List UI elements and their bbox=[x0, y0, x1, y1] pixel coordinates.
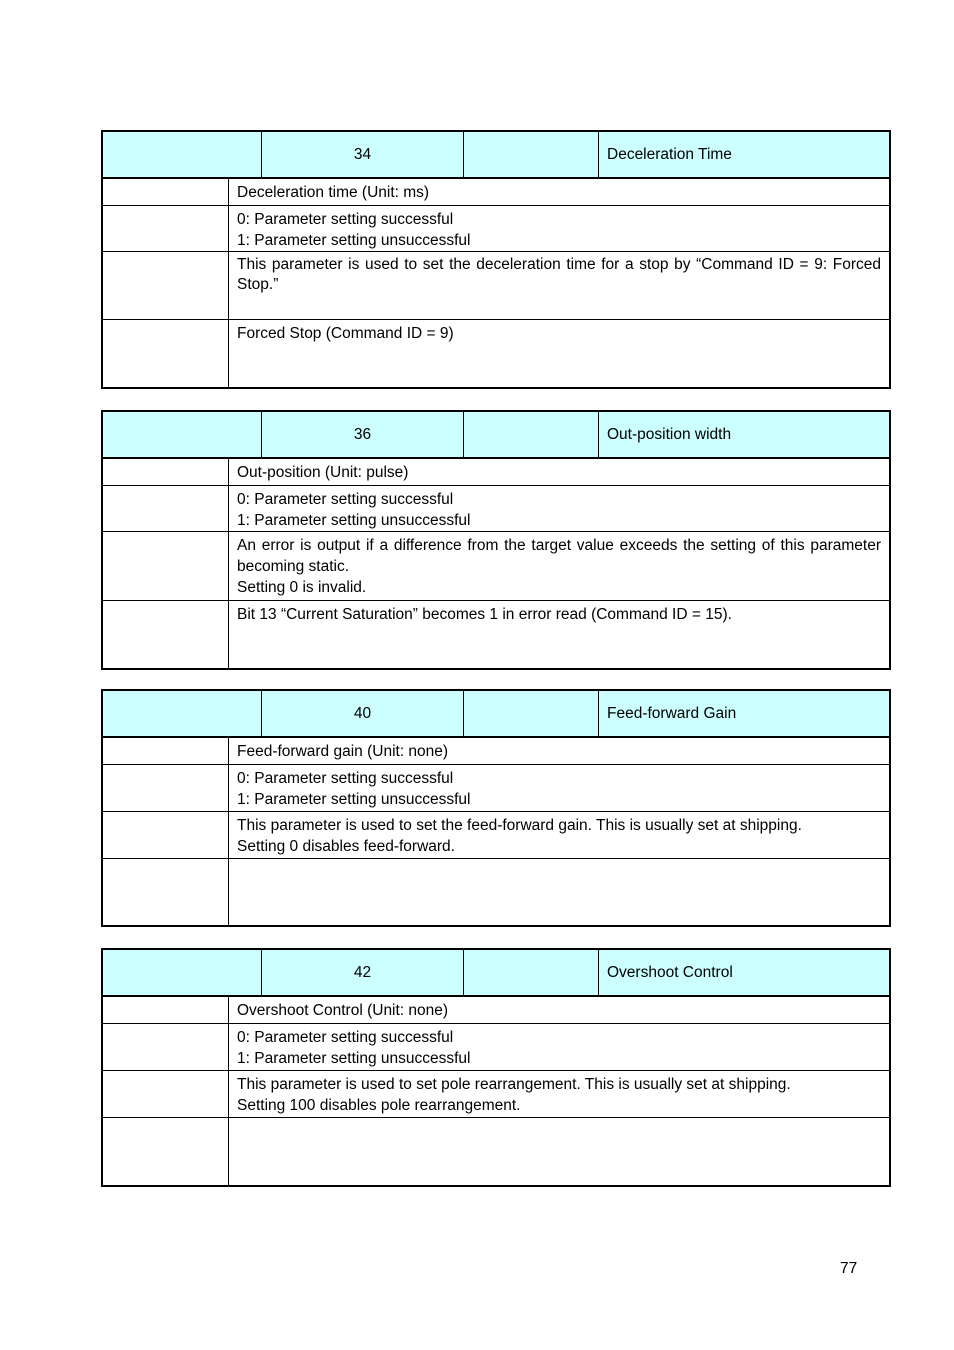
response-line: 0: Parameter setting successful bbox=[237, 770, 454, 787]
header-label-cell bbox=[464, 691, 599, 736]
table-header bbox=[103, 691, 889, 738]
response-row bbox=[103, 206, 889, 252]
response-line: 1: Parameter setting unsuccessful bbox=[237, 512, 471, 529]
range-text: Out-position (Unit: pulse) bbox=[237, 464, 409, 481]
range-row bbox=[103, 179, 889, 206]
parameter-name: Out-position width bbox=[607, 425, 732, 443]
table-header bbox=[103, 412, 889, 459]
related-text: Forced Stop (Command ID = 9) bbox=[237, 325, 454, 342]
range-row bbox=[103, 997, 889, 1024]
range-text: Deceleration time (Unit: ms) bbox=[237, 184, 430, 201]
parameter-table-34 bbox=[101, 130, 891, 389]
description-line: Setting 0 disables feed-forward. bbox=[237, 838, 455, 855]
header-label-cell bbox=[464, 132, 599, 177]
parameter-number: 42 bbox=[262, 950, 464, 995]
response-row bbox=[103, 1024, 889, 1071]
parameter-name: Feed-forward Gain bbox=[607, 704, 737, 722]
response-row bbox=[103, 765, 889, 812]
description-row bbox=[103, 532, 889, 601]
description-row bbox=[103, 252, 889, 320]
response-line: 1: Parameter setting unsuccessful bbox=[237, 791, 471, 808]
header-label-cell bbox=[103, 691, 262, 736]
parameter-table-42 bbox=[101, 948, 891, 1187]
response-line: 1: Parameter setting unsuccessful bbox=[237, 1050, 471, 1067]
description-line: This parameter is used to set pole rearrangement. This is usually set at shipping. bbox=[237, 1076, 791, 1093]
header-label-cell bbox=[103, 950, 262, 995]
header-label-cell bbox=[103, 412, 262, 457]
response-line: 0: Parameter setting successful bbox=[237, 491, 454, 508]
description-line: Setting 100 disables pole rearrangement. bbox=[237, 1097, 521, 1114]
range-text: Overshoot Control (Unit: none) bbox=[237, 1002, 449, 1019]
parameter-table-36 bbox=[101, 410, 891, 670]
description-row bbox=[103, 812, 889, 859]
response-line: 1: Parameter setting unsuccessful bbox=[237, 232, 471, 249]
description-row bbox=[103, 1071, 889, 1118]
response-line: 0: Parameter setting successful bbox=[237, 1029, 454, 1046]
response-row bbox=[103, 486, 889, 532]
range-row bbox=[103, 738, 889, 765]
description-line: Setting 0 is invalid. bbox=[237, 579, 367, 596]
table-header bbox=[103, 132, 889, 179]
description-line: This parameter is used to set the deceleration time for a stop by “Command ID = 9: Forced Stop.” bbox=[237, 256, 881, 293]
parameter-number: 36 bbox=[262, 412, 464, 457]
header-label-cell bbox=[464, 412, 599, 457]
parameter-table-40 bbox=[101, 689, 891, 927]
range-row bbox=[103, 459, 889, 486]
related-row bbox=[103, 320, 889, 387]
parameter-name: Deceleration Time bbox=[607, 145, 732, 163]
parameter-number: 34 bbox=[262, 132, 464, 177]
description-line: This parameter is used to set the feed-forward gain. This is usually set at shipping. bbox=[237, 817, 802, 834]
response-line: 0: Parameter setting successful bbox=[237, 211, 454, 228]
page-number: 77 bbox=[840, 1260, 858, 1277]
related-row bbox=[103, 859, 889, 925]
header-label-cell bbox=[464, 950, 599, 995]
related-row bbox=[103, 1118, 889, 1185]
table-header bbox=[103, 950, 889, 997]
description-line: An error is output if a difference from the target value exceeds the setting of this parameter becoming static. bbox=[237, 537, 881, 575]
header-label-cell bbox=[103, 132, 262, 177]
parameter-number: 40 bbox=[262, 691, 464, 736]
range-text: Feed-forward gain (Unit: none) bbox=[237, 743, 449, 760]
related-text: Bit 13 “Current Saturation” becomes 1 in error read (Command ID = 15). bbox=[237, 606, 732, 623]
parameter-name: Overshoot Control bbox=[607, 963, 733, 981]
related-row bbox=[103, 601, 889, 668]
